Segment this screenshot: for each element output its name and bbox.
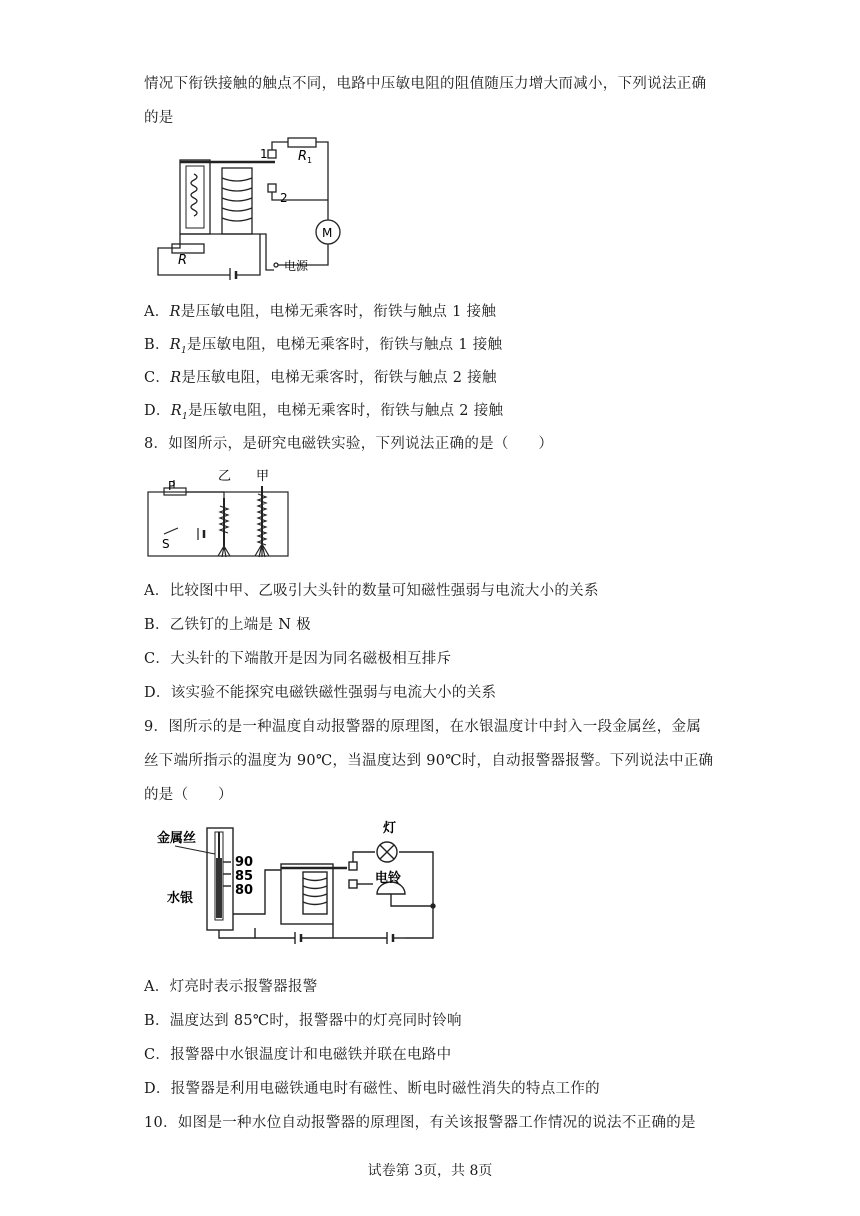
q7-relay-circuit-figure [150,130,355,280]
q9-option-b: B．温度达到 85℃时，报警器中的灯亮同时铃响 [144,1013,462,1029]
q8-electromagnet-figure [144,466,294,562]
q9-fig-label-bell: 电铃 [375,871,402,886]
q9-option-a: A．灯亮时表示报警器报警 [144,979,318,995]
q9-fig-label-wire: 金属丝 [157,831,197,846]
q8-fig-label-p: P [168,479,176,493]
q7-option-a: A．R是压敏电阻，电梯无乘客时，衔铁与触点 1 接触 [144,304,497,320]
q7-fig-label-contact2: 2 [280,191,288,205]
q7-option-b: B．$R_1$是压敏电阻，电梯无乘客时，衔铁与触点 1 接触 [144,337,503,356]
page-footer: 试卷第 3页，共 8页 [367,1163,493,1179]
q8-fig-label-yi: 乙 [218,469,232,484]
q9-stem-line1: 9．图所示的是一种温度自动报警器的原理图，在水银温度计中封入一段金属丝，金属 [144,719,702,735]
q9-fig-label-mercury: 水银 [167,891,194,906]
q7-fig-label-contact1: 1 [260,147,268,161]
q8-fig-label-jia: 甲 [256,469,270,484]
q8-option-b: B．乙铁钉的上端是 N 极 [144,617,311,633]
q8-stem: 8．如图所示，是研究电磁铁实验，下列说法正确的是（ ） [144,436,554,452]
q7-fig-label-r1: R [298,149,308,164]
q8-option-d: D．该实验不能探究电磁铁磁性强弱与电流大小的关系 [144,685,497,701]
q8-option-a: A．比较图中甲、乙吸引大头针的数量可知磁性强弱与电流大小的关系 [144,583,599,599]
q9-option-d: D．报警器是利用电磁铁通电时有磁性、断电时磁性消失的特点工作的 [144,1081,600,1097]
q7-fig-label-r: R [178,253,188,268]
q7-stem-line1: 情况下衔铁接触的触点不同，电路中压敏电阻的阻值随压力增大而减小，下列说法正确 [144,76,707,92]
q7-fig-label-motor: M [322,226,333,240]
q7-fig-label-power: 电源 [284,259,309,273]
q7-option-d: D．$R_1$是压敏电阻，电梯无乘客时，衔铁与触点 2 接触 [144,403,504,422]
q9-fig-label-90: 90 [235,855,254,870]
q9-stem-line3: 的是（ ） [144,787,233,803]
q7-fig-label-r1-sub: 1 [307,156,313,165]
q7-stem-line2: 的是 [144,110,174,126]
q9-fig-label-80: 80 [235,883,254,898]
q8-fig-label-s: S [162,537,170,551]
q9-temperature-alarm-figure [155,818,445,953]
q10-stem: 10．如图是一种水位自动报警器的原理图，有关该报警器工作情况的说法不正确的是 [144,1115,696,1131]
q9-fig-label-lamp: 灯 [383,821,397,836]
q9-option-c: C．报警器中水银温度计和电磁铁并联在电路中 [144,1047,452,1063]
q7-option-c: C．R是压敏电阻，电梯无乘客时，衔铁与触点 2 接触 [144,370,497,386]
q8-option-c: C．大头针的下端散开是因为同名磁极相互排斥 [144,651,452,667]
q9-fig-label-85: 85 [235,869,254,884]
q9-stem-line2: 丝下端所指示的温度为 90℃，当温度达到 90℃时，自动报警器报警。下列说法中正确 [144,753,714,769]
